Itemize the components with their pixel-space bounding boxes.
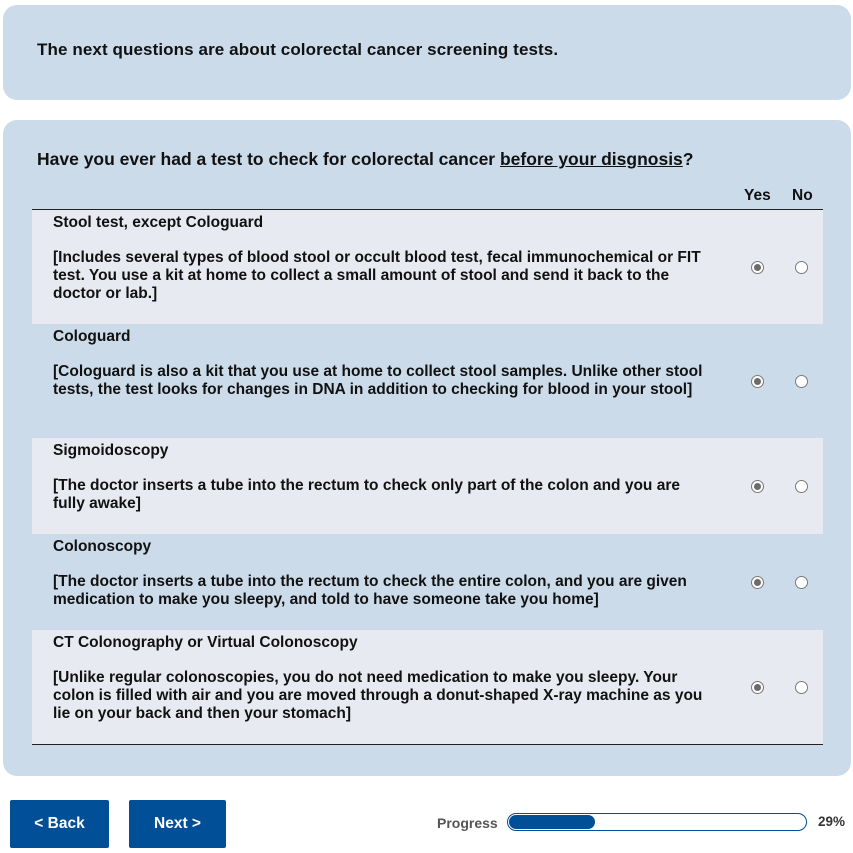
radio-yes[interactable] — [751, 576, 764, 589]
question-text-lead: Have you ever had a test to check for colorectal cancer — [37, 149, 500, 169]
question-text-tail: ? — [682, 149, 694, 169]
row-title: Colonoscopy — [53, 538, 152, 555]
row-description: [The doctor inserts a tube into the rectum to check only part of the colon and you are fully awake] — [53, 477, 680, 512]
row-title: Stool test, except Cologuard — [53, 214, 264, 231]
grid-row-cologuard — [32, 324, 823, 438]
column-header-no: No — [792, 187, 813, 204]
intro-panel — [3, 5, 851, 100]
back-button[interactable]: < Back — [10, 800, 109, 848]
next-button[interactable]: Next > — [129, 800, 226, 848]
answer-grid — [32, 209, 823, 745]
column-header-yes: Yes — [744, 187, 771, 204]
progress-label: Progress — [437, 815, 498, 831]
progress-bar — [507, 813, 807, 831]
radio-yes[interactable] — [751, 375, 764, 388]
question-text — [37, 149, 694, 170]
radio-no[interactable] — [795, 681, 808, 694]
intro-text: The next questions are about colorectal cancer screening tests. — [37, 40, 559, 59]
row-description: [Unlike regular colonoscopies, you do not need medication to make you sleepy. Your colon is filled with air and you are moved through a donut-shaped X-ray machine as you lie on your back and then your stomach] — [53, 669, 703, 722]
row-title: Cologuard — [53, 328, 131, 345]
row-title: CT Colonography or Virtual Colonoscopy — [53, 634, 358, 651]
grid-row-ct-colonography — [32, 630, 823, 744]
question-text-emphasis: before your disgnosis — [499, 149, 683, 169]
grid-row-sigmoidoscopy — [32, 438, 823, 534]
progress-percent: 29% — [818, 814, 846, 829]
radio-yes[interactable] — [751, 681, 764, 694]
radio-no[interactable] — [795, 261, 808, 274]
grid-row-stool-test — [32, 210, 823, 324]
radio-no[interactable] — [795, 480, 808, 493]
question-panel — [3, 120, 851, 776]
row-description: [Cologuard is also a kit that you use at home to collect stool samples. Unlike other stool tests, the test looks for changes in DNA in addition to checking for blood in your stool] — [53, 363, 703, 398]
progress-bar-fill — [509, 815, 595, 829]
row-description: [Includes several types of blood stool or occult blood test, fecal immunochemical or FIT test. You use a kit at home to collect a small amount of stool and send it back to the doctor or lab.] — [53, 249, 701, 302]
grid-row-colonoscopy — [32, 534, 823, 630]
radio-no[interactable] — [795, 375, 808, 388]
radio-no[interactable] — [795, 576, 808, 589]
row-description: [The doctor inserts a tube into the rectum to check the entire colon, and you are given medication to make you sleepy, and told to have someone take you home] — [53, 573, 687, 608]
radio-yes[interactable] — [751, 261, 764, 274]
radio-yes[interactable] — [751, 480, 764, 493]
row-title: Sigmoidoscopy — [53, 442, 169, 459]
